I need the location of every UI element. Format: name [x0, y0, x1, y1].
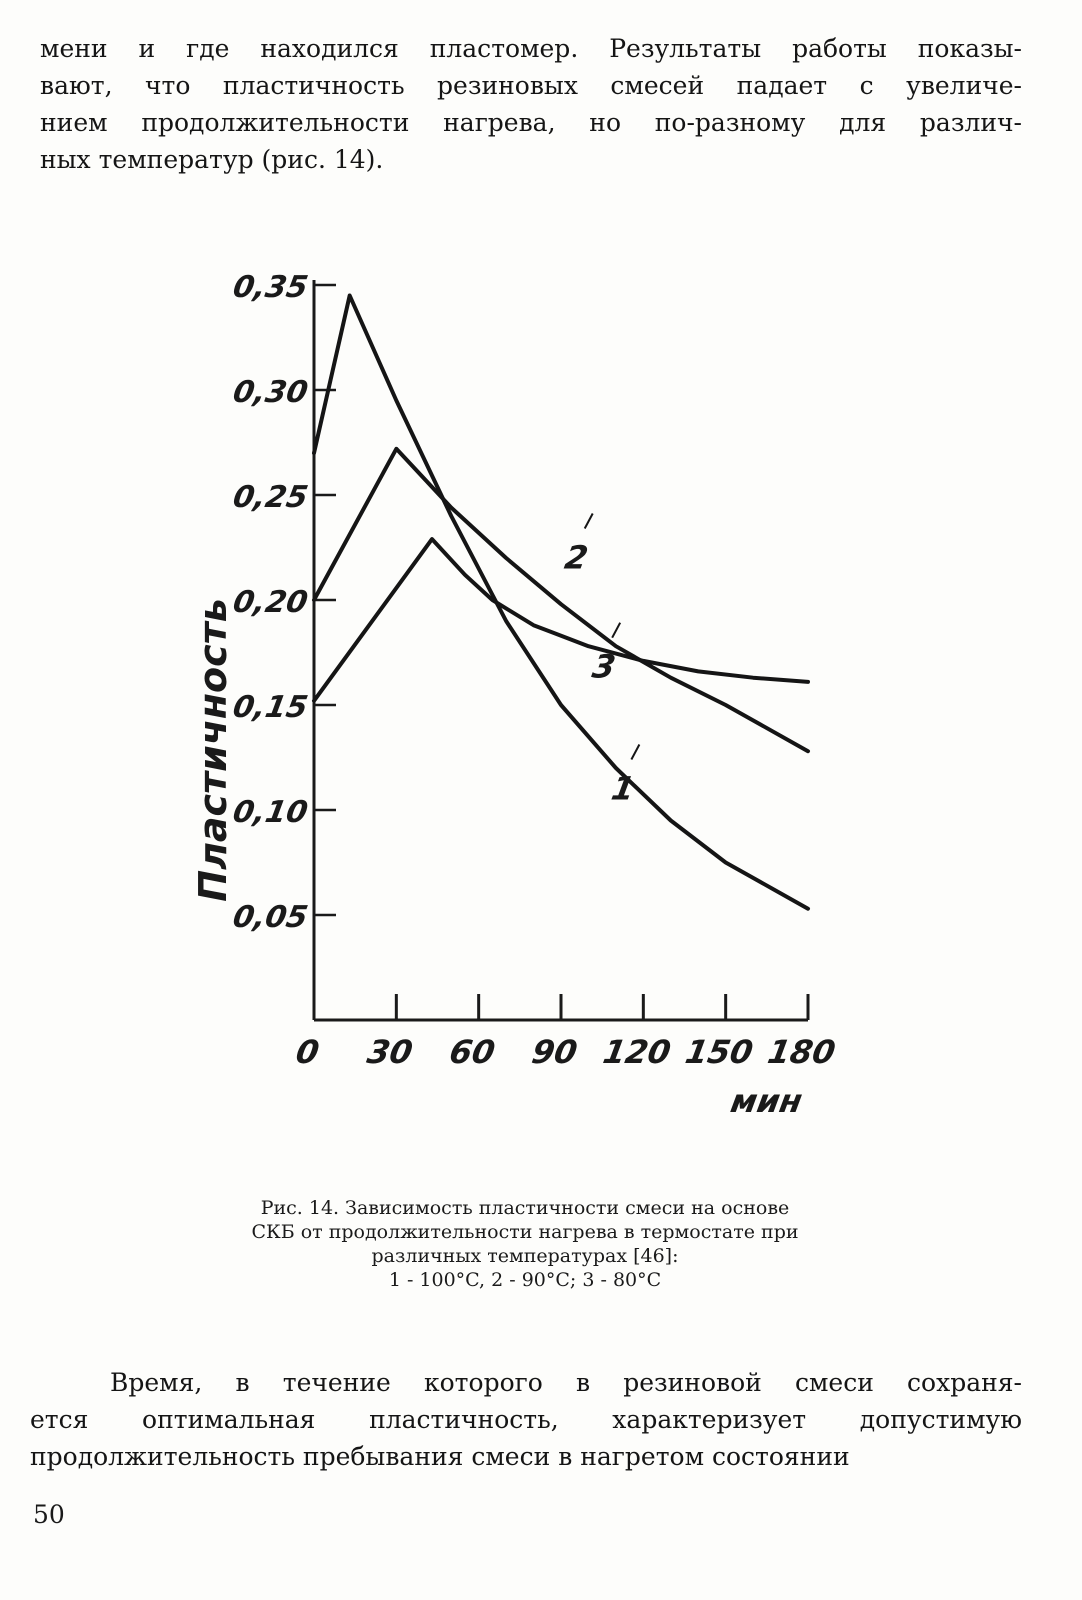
- y-tick-label: 0,35: [230, 270, 311, 305]
- x-axis-label: мин: [727, 1082, 806, 1120]
- caption-line: различных температурах [46]:: [371, 1245, 679, 1267]
- chart-series-layer: [314, 296, 808, 909]
- y-tick-label: 0,10: [230, 795, 311, 830]
- caption-line: СКБ от продолжительности нагрева в термостате при: [251, 1221, 799, 1243]
- paragraph-line: ных температур (рис. 14).: [40, 145, 384, 174]
- annotation-leader: [612, 623, 620, 638]
- y-tick-label: 0,30: [230, 375, 311, 410]
- x-tick-label: 60: [446, 1033, 498, 1071]
- y-axis-label: Пластичность: [191, 598, 235, 902]
- caption-line: 1 - 100°C, 2 - 90°C; 3 - 80°C: [388, 1269, 662, 1291]
- x-tick-label: 150: [682, 1033, 756, 1071]
- paragraph-line: продолжительность пребывания смеси в нагретом состоянии: [30, 1442, 850, 1471]
- paragraph-line: Время, в течение которого в резиновой смеси сохраня-: [110, 1368, 1022, 1397]
- y-tick-label: 0,15: [230, 690, 311, 725]
- figure-caption: [170, 1196, 880, 1292]
- y-tick-label: 0,05: [230, 900, 311, 935]
- caption-line: Рис. 14. Зависимость пластичности смеси на основе: [260, 1197, 790, 1219]
- paragraph-line: нием продолжительности нагрева, но по-разному для различ-: [40, 108, 1022, 137]
- bottom-paragraph: [30, 1364, 1022, 1475]
- x-tick-label: 180: [764, 1033, 839, 1071]
- y-tick-label: 0,20: [230, 585, 311, 620]
- annotation-leader: [585, 514, 593, 529]
- series-line-3: [314, 539, 808, 701]
- annotation-leader: [631, 745, 639, 760]
- chart-labels-layer: [191, 270, 838, 1120]
- paragraph-line: вают, что пластичность резиновых смесей падает с увеличе-: [40, 71, 1022, 100]
- x-tick-label: 120: [600, 1033, 674, 1071]
- series-label-3: 3: [589, 647, 619, 686]
- paragraph-line: ется оптимальная пластичность, характеризует допустимую: [30, 1405, 1022, 1434]
- page-number: 50: [33, 1500, 65, 1529]
- paragraph-line: мени и где находился пластомер. Результаты работы показы-: [40, 34, 1022, 63]
- x-tick-label: 30: [364, 1033, 416, 1071]
- x-tick-label: 0: [293, 1033, 323, 1071]
- series-label-2: 2: [562, 538, 591, 577]
- chart-axes: [314, 280, 808, 1020]
- series-label-1: 1: [608, 769, 638, 808]
- y-tick-label: 0,25: [230, 480, 311, 515]
- x-tick-label: 90: [528, 1033, 581, 1071]
